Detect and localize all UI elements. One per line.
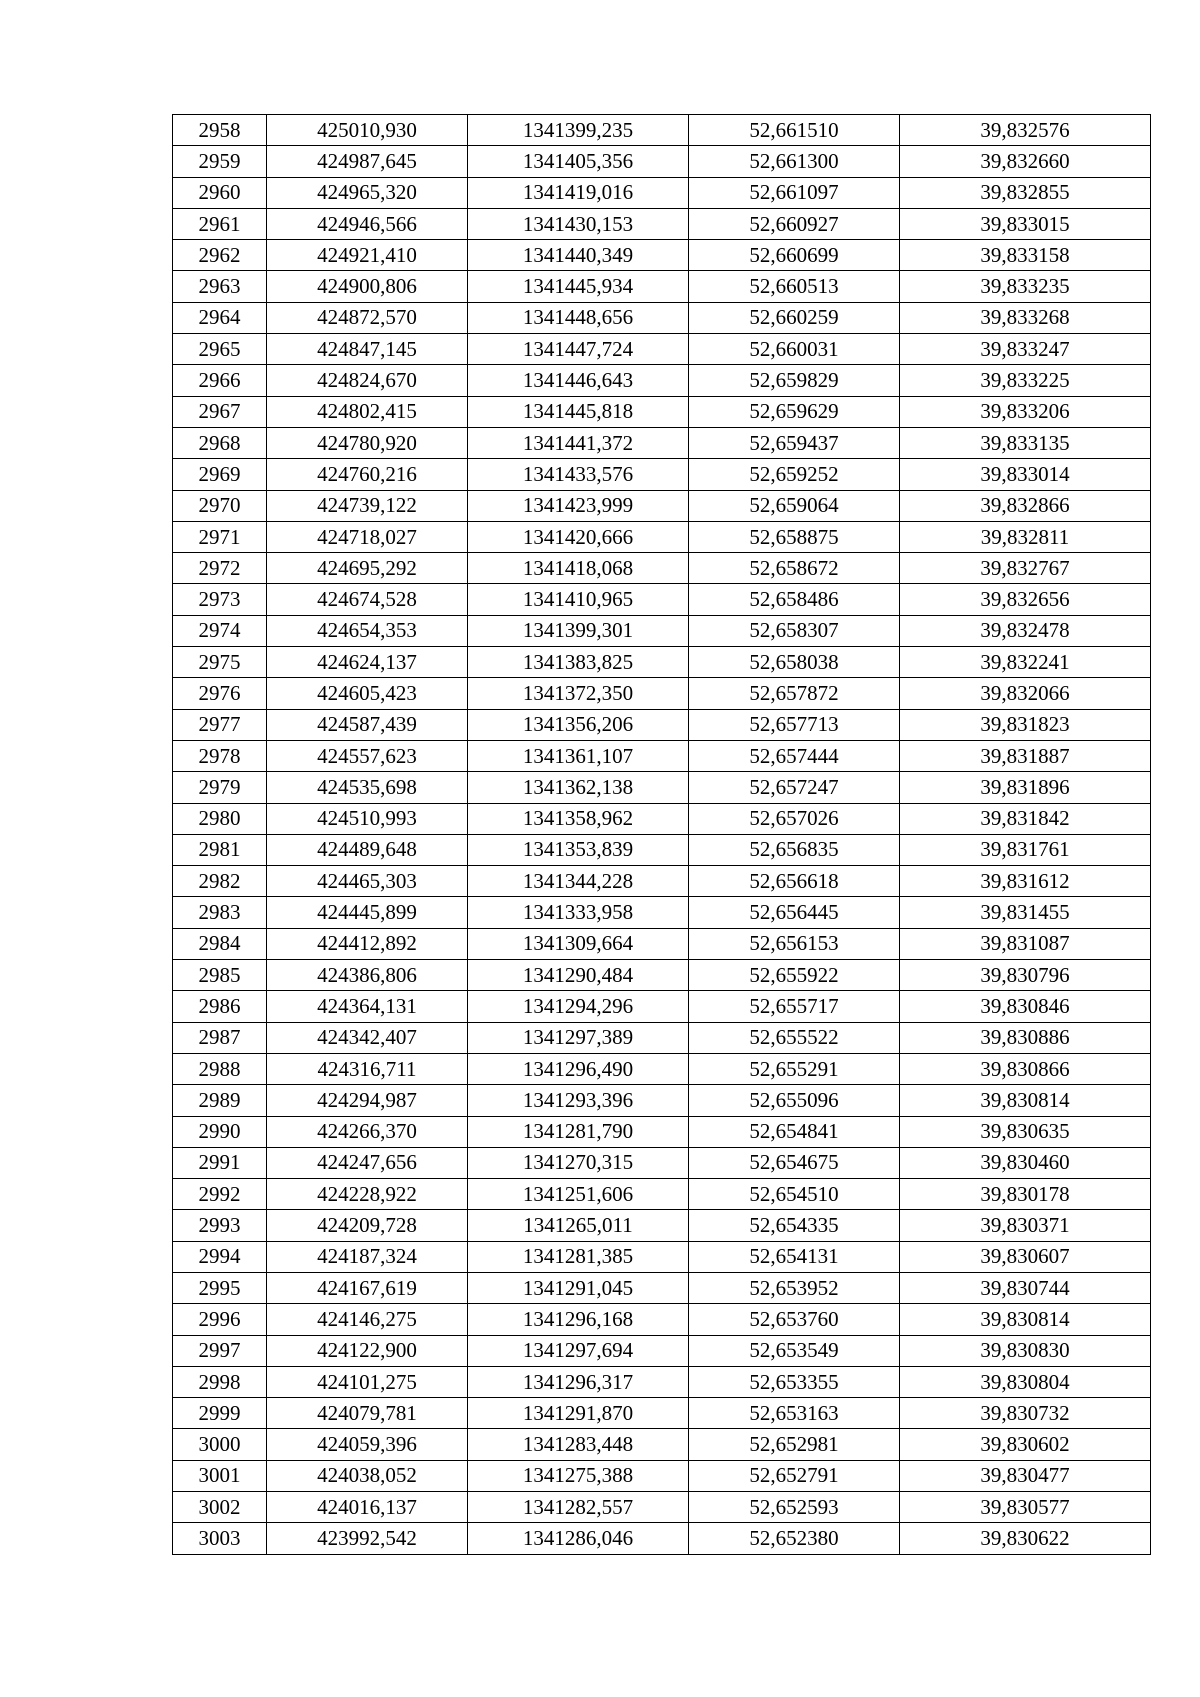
- longitude-cell: 39,833268: [900, 302, 1151, 333]
- x-coordinate-cell: 424187,324: [267, 1241, 468, 1272]
- point-number-cell: 3003: [173, 1523, 267, 1554]
- table-row: [173, 803, 1151, 834]
- x-coordinate-cell: 424016,137: [267, 1492, 468, 1523]
- table-row: [173, 365, 1151, 396]
- latitude-cell: 52,652791: [689, 1460, 900, 1491]
- table-row: [173, 271, 1151, 302]
- longitude-cell: 39,830607: [900, 1241, 1151, 1272]
- table-row: [173, 615, 1151, 646]
- point-number-cell: 2958: [173, 115, 267, 146]
- table-row: [173, 302, 1151, 333]
- x-coordinate-cell: 424921,410: [267, 240, 468, 271]
- longitude-cell: 39,832656: [900, 584, 1151, 615]
- point-number-cell: 2994: [173, 1241, 267, 1272]
- point-number-cell: 2966: [173, 365, 267, 396]
- longitude-cell: 39,833015: [900, 208, 1151, 239]
- longitude-cell: 39,830371: [900, 1210, 1151, 1241]
- latitude-cell: 52,655291: [689, 1053, 900, 1084]
- table-row: [173, 1366, 1151, 1397]
- longitude-cell: 39,830814: [900, 1304, 1151, 1335]
- longitude-cell: 39,832855: [900, 177, 1151, 208]
- point-number-cell: 2993: [173, 1210, 267, 1241]
- point-number-cell: 2971: [173, 521, 267, 552]
- y-coordinate-cell: 1341297,694: [468, 1335, 689, 1366]
- longitude-cell: 39,831823: [900, 709, 1151, 740]
- latitude-cell: 52,659829: [689, 365, 900, 396]
- x-coordinate-cell: 424342,407: [267, 1022, 468, 1053]
- latitude-cell: 52,653549: [689, 1335, 900, 1366]
- longitude-cell: 39,831087: [900, 928, 1151, 959]
- y-coordinate-cell: 1341282,557: [468, 1492, 689, 1523]
- y-coordinate-cell: 1341290,484: [468, 960, 689, 991]
- table-row: [173, 584, 1151, 615]
- x-coordinate-cell: 424079,781: [267, 1398, 468, 1429]
- x-coordinate-cell: 424654,353: [267, 615, 468, 646]
- point-number-cell: 2983: [173, 897, 267, 928]
- y-coordinate-cell: 1341291,045: [468, 1272, 689, 1303]
- point-number-cell: 2973: [173, 584, 267, 615]
- table-row: [173, 897, 1151, 928]
- x-coordinate-cell: 424624,137: [267, 647, 468, 678]
- latitude-cell: 52,652593: [689, 1492, 900, 1523]
- y-coordinate-cell: 1341405,356: [468, 146, 689, 177]
- table-row: [173, 427, 1151, 458]
- table-row: [173, 991, 1151, 1022]
- y-coordinate-cell: 1341410,965: [468, 584, 689, 615]
- y-coordinate-cell: 1341446,643: [468, 365, 689, 396]
- y-coordinate-cell: 1341358,962: [468, 803, 689, 834]
- x-coordinate-cell: 424445,899: [267, 897, 468, 928]
- y-coordinate-cell: 1341430,153: [468, 208, 689, 239]
- latitude-cell: 52,655522: [689, 1022, 900, 1053]
- latitude-cell: 52,658672: [689, 553, 900, 584]
- point-number-cell: 3001: [173, 1460, 267, 1491]
- point-number-cell: 2963: [173, 271, 267, 302]
- table-row: [173, 960, 1151, 991]
- table-row: [173, 240, 1151, 271]
- table-row: [173, 334, 1151, 365]
- point-number-cell: 2995: [173, 1272, 267, 1303]
- longitude-cell: 39,830796: [900, 960, 1151, 991]
- x-coordinate-cell: 424718,027: [267, 521, 468, 552]
- longitude-cell: 39,830460: [900, 1147, 1151, 1178]
- x-coordinate-cell: 424228,922: [267, 1179, 468, 1210]
- latitude-cell: 52,657713: [689, 709, 900, 740]
- longitude-cell: 39,832767: [900, 553, 1151, 584]
- point-number-cell: 2988: [173, 1053, 267, 1084]
- latitude-cell: 52,659629: [689, 396, 900, 427]
- x-coordinate-cell: 424587,439: [267, 709, 468, 740]
- x-coordinate-cell: 424465,303: [267, 866, 468, 897]
- y-coordinate-cell: 1341251,606: [468, 1179, 689, 1210]
- latitude-cell: 52,660031: [689, 334, 900, 365]
- point-number-cell: 2982: [173, 866, 267, 897]
- table-row: [173, 772, 1151, 803]
- y-coordinate-cell: 1341283,448: [468, 1429, 689, 1460]
- longitude-cell: 39,830477: [900, 1460, 1151, 1491]
- latitude-cell: 52,659252: [689, 459, 900, 490]
- longitude-cell: 39,833158: [900, 240, 1151, 271]
- longitude-cell: 39,832066: [900, 678, 1151, 709]
- x-coordinate-cell: 424167,619: [267, 1272, 468, 1303]
- point-number-cell: 2990: [173, 1116, 267, 1147]
- longitude-cell: 39,830577: [900, 1492, 1151, 1523]
- latitude-cell: 52,652981: [689, 1429, 900, 1460]
- longitude-cell: 39,833135: [900, 427, 1151, 458]
- table-row: [173, 740, 1151, 771]
- longitude-cell: 39,831887: [900, 740, 1151, 771]
- table-row: [173, 928, 1151, 959]
- x-coordinate-cell: 424038,052: [267, 1460, 468, 1491]
- x-coordinate-cell: 424535,698: [267, 772, 468, 803]
- point-number-cell: 2976: [173, 678, 267, 709]
- longitude-cell: 39,830178: [900, 1179, 1151, 1210]
- y-coordinate-cell: 1341433,576: [468, 459, 689, 490]
- point-number-cell: 2991: [173, 1147, 267, 1178]
- longitude-cell: 39,831455: [900, 897, 1151, 928]
- y-coordinate-cell: 1341399,235: [468, 115, 689, 146]
- longitude-cell: 39,830804: [900, 1366, 1151, 1397]
- latitude-cell: 52,657872: [689, 678, 900, 709]
- point-number-cell: 2965: [173, 334, 267, 365]
- x-coordinate-cell: 424760,216: [267, 459, 468, 490]
- x-coordinate-cell: 424824,670: [267, 365, 468, 396]
- point-number-cell: 2992: [173, 1179, 267, 1210]
- y-coordinate-cell: 1341296,168: [468, 1304, 689, 1335]
- x-coordinate-cell: 424059,396: [267, 1429, 468, 1460]
- x-coordinate-cell: 424122,900: [267, 1335, 468, 1366]
- y-coordinate-cell: 1341281,790: [468, 1116, 689, 1147]
- x-coordinate-cell: 424557,623: [267, 740, 468, 771]
- table-row: [173, 1147, 1151, 1178]
- table-row: [173, 866, 1151, 897]
- y-coordinate-cell: 1341309,664: [468, 928, 689, 959]
- latitude-cell: 52,653163: [689, 1398, 900, 1429]
- latitude-cell: 52,653760: [689, 1304, 900, 1335]
- longitude-cell: 39,833225: [900, 365, 1151, 396]
- longitude-cell: 39,830866: [900, 1053, 1151, 1084]
- x-coordinate-cell: 424489,648: [267, 834, 468, 865]
- y-coordinate-cell: 1341296,317: [468, 1366, 689, 1397]
- longitude-cell: 39,830830: [900, 1335, 1151, 1366]
- latitude-cell: 52,656153: [689, 928, 900, 959]
- y-coordinate-cell: 1341293,396: [468, 1085, 689, 1116]
- latitude-cell: 52,652380: [689, 1523, 900, 1554]
- table-row: [173, 396, 1151, 427]
- latitude-cell: 52,658038: [689, 647, 900, 678]
- y-coordinate-cell: 1341294,296: [468, 991, 689, 1022]
- point-number-cell: 2981: [173, 834, 267, 865]
- longitude-cell: 39,831612: [900, 866, 1151, 897]
- y-coordinate-cell: 1341420,666: [468, 521, 689, 552]
- point-number-cell: 2989: [173, 1085, 267, 1116]
- point-number-cell: 2969: [173, 459, 267, 490]
- table-row: [173, 1523, 1151, 1554]
- table-row: [173, 834, 1151, 865]
- point-number-cell: 2974: [173, 615, 267, 646]
- point-number-cell: 2996: [173, 1304, 267, 1335]
- longitude-cell: 39,832811: [900, 521, 1151, 552]
- y-coordinate-cell: 1341418,068: [468, 553, 689, 584]
- x-coordinate-cell: 424266,370: [267, 1116, 468, 1147]
- point-number-cell: 2987: [173, 1022, 267, 1053]
- longitude-cell: 39,830622: [900, 1523, 1151, 1554]
- point-number-cell: 2972: [173, 553, 267, 584]
- latitude-cell: 52,654841: [689, 1116, 900, 1147]
- point-number-cell: 2978: [173, 740, 267, 771]
- table-row: [173, 647, 1151, 678]
- coordinates-table-body: [173, 115, 1151, 1555]
- longitude-cell: 39,830732: [900, 1398, 1151, 1429]
- y-coordinate-cell: 1341344,228: [468, 866, 689, 897]
- table-row: [173, 1022, 1151, 1053]
- table-row: [173, 459, 1151, 490]
- point-number-cell: 2975: [173, 647, 267, 678]
- latitude-cell: 52,653952: [689, 1272, 900, 1303]
- longitude-cell: 39,832576: [900, 115, 1151, 146]
- y-coordinate-cell: 1341281,385: [468, 1241, 689, 1272]
- longitude-cell: 39,833247: [900, 334, 1151, 365]
- longitude-cell: 39,832660: [900, 146, 1151, 177]
- longitude-cell: 39,831896: [900, 772, 1151, 803]
- x-coordinate-cell: 424316,711: [267, 1053, 468, 1084]
- point-number-cell: 2961: [173, 208, 267, 239]
- x-coordinate-cell: 424900,806: [267, 271, 468, 302]
- y-coordinate-cell: 1341361,107: [468, 740, 689, 771]
- table-row: [173, 208, 1151, 239]
- latitude-cell: 52,661097: [689, 177, 900, 208]
- x-coordinate-cell: 424146,275: [267, 1304, 468, 1335]
- latitude-cell: 52,656445: [689, 897, 900, 928]
- latitude-cell: 52,660927: [689, 208, 900, 239]
- table-row: [173, 521, 1151, 552]
- table-row: [173, 1492, 1151, 1523]
- x-coordinate-cell: 424695,292: [267, 553, 468, 584]
- y-coordinate-cell: 1341383,825: [468, 647, 689, 678]
- y-coordinate-cell: 1341362,138: [468, 772, 689, 803]
- latitude-cell: 52,659437: [689, 427, 900, 458]
- x-coordinate-cell: 424987,645: [267, 146, 468, 177]
- longitude-cell: 39,833206: [900, 396, 1151, 427]
- point-number-cell: 2979: [173, 772, 267, 803]
- y-coordinate-cell: 1341440,349: [468, 240, 689, 271]
- longitude-cell: 39,833235: [900, 271, 1151, 302]
- table-row: [173, 1241, 1151, 1272]
- point-number-cell: 2964: [173, 302, 267, 333]
- latitude-cell: 52,657026: [689, 803, 900, 834]
- x-coordinate-cell: 424674,528: [267, 584, 468, 615]
- longitude-cell: 39,830846: [900, 991, 1151, 1022]
- longitude-cell: 39,830635: [900, 1116, 1151, 1147]
- point-number-cell: 3002: [173, 1492, 267, 1523]
- table-row: [173, 678, 1151, 709]
- y-coordinate-cell: 1341353,839: [468, 834, 689, 865]
- y-coordinate-cell: 1341286,046: [468, 1523, 689, 1554]
- latitude-cell: 52,654675: [689, 1147, 900, 1178]
- table-row: [173, 1460, 1151, 1491]
- table-row: [173, 490, 1151, 521]
- table-row: [173, 1429, 1151, 1460]
- table-row: [173, 709, 1151, 740]
- latitude-cell: 52,660513: [689, 271, 900, 302]
- y-coordinate-cell: 1341399,301: [468, 615, 689, 646]
- latitude-cell: 52,654510: [689, 1179, 900, 1210]
- latitude-cell: 52,657247: [689, 772, 900, 803]
- point-number-cell: 2999: [173, 1398, 267, 1429]
- table-row: [173, 1116, 1151, 1147]
- y-coordinate-cell: 1341265,011: [468, 1210, 689, 1241]
- y-coordinate-cell: 1341423,999: [468, 490, 689, 521]
- latitude-cell: 52,659064: [689, 490, 900, 521]
- table-row: [173, 1053, 1151, 1084]
- y-coordinate-cell: 1341445,818: [468, 396, 689, 427]
- y-coordinate-cell: 1341441,372: [468, 427, 689, 458]
- x-coordinate-cell: 424965,320: [267, 177, 468, 208]
- latitude-cell: 52,655717: [689, 991, 900, 1022]
- longitude-cell: 39,833014: [900, 459, 1151, 490]
- x-coordinate-cell: 424872,570: [267, 302, 468, 333]
- y-coordinate-cell: 1341296,490: [468, 1053, 689, 1084]
- latitude-cell: 52,656835: [689, 834, 900, 865]
- latitude-cell: 52,658875: [689, 521, 900, 552]
- point-number-cell: 2967: [173, 396, 267, 427]
- y-coordinate-cell: 1341297,389: [468, 1022, 689, 1053]
- latitude-cell: 52,654131: [689, 1241, 900, 1272]
- latitude-cell: 52,657444: [689, 740, 900, 771]
- latitude-cell: 52,655922: [689, 960, 900, 991]
- table-row: [173, 1304, 1151, 1335]
- y-coordinate-cell: 1341270,315: [468, 1147, 689, 1178]
- table-row: [173, 1272, 1151, 1303]
- coordinates-table: [172, 114, 1151, 1555]
- latitude-cell: 52,653355: [689, 1366, 900, 1397]
- y-coordinate-cell: 1341445,934: [468, 271, 689, 302]
- point-number-cell: 2985: [173, 960, 267, 991]
- x-coordinate-cell: 424739,122: [267, 490, 468, 521]
- table-row: [173, 1085, 1151, 1116]
- latitude-cell: 52,654335: [689, 1210, 900, 1241]
- longitude-cell: 39,831761: [900, 834, 1151, 865]
- x-coordinate-cell: 424247,656: [267, 1147, 468, 1178]
- y-coordinate-cell: 1341419,016: [468, 177, 689, 208]
- y-coordinate-cell: 1341448,656: [468, 302, 689, 333]
- point-number-cell: 2986: [173, 991, 267, 1022]
- x-coordinate-cell: 424847,145: [267, 334, 468, 365]
- table-row: [173, 115, 1151, 146]
- latitude-cell: 52,661300: [689, 146, 900, 177]
- table-row: [173, 553, 1151, 584]
- point-number-cell: 2980: [173, 803, 267, 834]
- point-number-cell: 2998: [173, 1366, 267, 1397]
- point-number-cell: 2977: [173, 709, 267, 740]
- point-number-cell: 3000: [173, 1429, 267, 1460]
- y-coordinate-cell: 1341372,350: [468, 678, 689, 709]
- point-number-cell: 2997: [173, 1335, 267, 1366]
- latitude-cell: 52,658307: [689, 615, 900, 646]
- longitude-cell: 39,830886: [900, 1022, 1151, 1053]
- longitude-cell: 39,830744: [900, 1272, 1151, 1303]
- x-coordinate-cell: 424802,415: [267, 396, 468, 427]
- y-coordinate-cell: 1341333,958: [468, 897, 689, 928]
- x-coordinate-cell: 424510,993: [267, 803, 468, 834]
- latitude-cell: 52,660259: [689, 302, 900, 333]
- longitude-cell: 39,832241: [900, 647, 1151, 678]
- point-number-cell: 2962: [173, 240, 267, 271]
- x-coordinate-cell: 424209,728: [267, 1210, 468, 1241]
- x-coordinate-cell: 424386,806: [267, 960, 468, 991]
- latitude-cell: 52,656618: [689, 866, 900, 897]
- table-row: [173, 1179, 1151, 1210]
- x-coordinate-cell: 424294,987: [267, 1085, 468, 1116]
- y-coordinate-cell: 1341275,388: [468, 1460, 689, 1491]
- point-number-cell: 2970: [173, 490, 267, 521]
- table-row: [173, 177, 1151, 208]
- x-coordinate-cell: 423992,542: [267, 1523, 468, 1554]
- x-coordinate-cell: 424605,423: [267, 678, 468, 709]
- y-coordinate-cell: 1341447,724: [468, 334, 689, 365]
- longitude-cell: 39,832866: [900, 490, 1151, 521]
- longitude-cell: 39,830814: [900, 1085, 1151, 1116]
- y-coordinate-cell: 1341291,870: [468, 1398, 689, 1429]
- x-coordinate-cell: 424101,275: [267, 1366, 468, 1397]
- point-number-cell: 2959: [173, 146, 267, 177]
- latitude-cell: 52,660699: [689, 240, 900, 271]
- latitude-cell: 52,658486: [689, 584, 900, 615]
- latitude-cell: 52,661510: [689, 115, 900, 146]
- x-coordinate-cell: 425010,930: [267, 115, 468, 146]
- table-row: [173, 1398, 1151, 1429]
- table-row: [173, 1210, 1151, 1241]
- longitude-cell: 39,831842: [900, 803, 1151, 834]
- table-row: [173, 1335, 1151, 1366]
- x-coordinate-cell: 424364,131: [267, 991, 468, 1022]
- x-coordinate-cell: 424946,566: [267, 208, 468, 239]
- point-number-cell: 2960: [173, 177, 267, 208]
- longitude-cell: 39,830602: [900, 1429, 1151, 1460]
- x-coordinate-cell: 424780,920: [267, 427, 468, 458]
- table-row: [173, 146, 1151, 177]
- y-coordinate-cell: 1341356,206: [468, 709, 689, 740]
- longitude-cell: 39,832478: [900, 615, 1151, 646]
- point-number-cell: 2984: [173, 928, 267, 959]
- x-coordinate-cell: 424412,892: [267, 928, 468, 959]
- latitude-cell: 52,655096: [689, 1085, 900, 1116]
- point-number-cell: 2968: [173, 427, 267, 458]
